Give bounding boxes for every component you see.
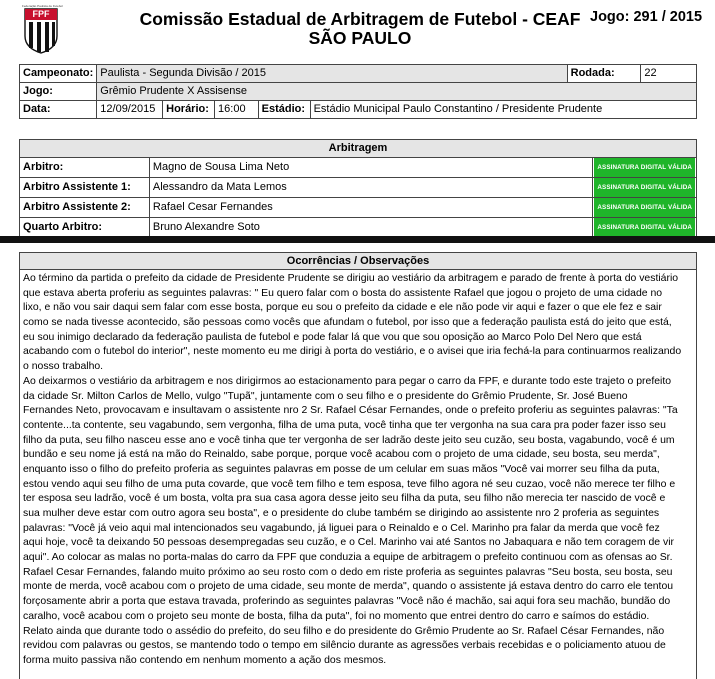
report-line: ter esposa seu ladrão, você é um bosta, volta pra sua casa agora desse jeito seu filha da puta, seu filho não merecia ter nascido de você e: [23, 493, 666, 505]
report-line: Rafael Cesar Fernandes, falando muito próximo ao seu rosto com o dedo em riste proferia as seguintes palavras "Seu bosta, seu bosta, seu: [23, 566, 673, 578]
quarto-arbitro-name: Bruno Alexandre Soto: [149, 218, 593, 238]
quarto-arbitro-row: [20, 218, 697, 238]
ocorrencias-text: [23, 272, 695, 669]
jogo-row: [20, 83, 697, 101]
assistente-1-label: Arbitro Assistente 1:: [20, 178, 150, 198]
logo-letters: FPF: [32, 9, 50, 19]
rodada-label: Rodada:: [567, 65, 641, 83]
arbitragem-table: [19, 139, 697, 238]
jogo-number: Jogo: 291 / 2015: [590, 9, 703, 25]
signature-badge: ASSINATURA DIGITAL VÁLIDA: [594, 218, 695, 237]
arbitro-label: Arbitro:: [20, 158, 150, 178]
report-line: o nosso trabalho.: [23, 361, 104, 373]
report-line: que estava aberta proferiu as seguintes palavras: " Eu quero falar com o bosta do assistente Rafael que jogou o projeto de uma cidade no: [23, 287, 663, 299]
report-line: filho da puta, seu filho nasceu esse ano e você tinha que ter vergonha de ser ladrão deste jeito seu cuzão, seu bosta, vagabundo, você é um: [23, 434, 675, 446]
arbitro-row: [20, 158, 697, 178]
report-line: eu sou inimigo declarado da federação paulista de futebol e pode falar lá que vou que sou oposição ao Marco Polo Del Nero que está: [23, 331, 642, 343]
report-line: Ao deixarmos o vestiário da arbitragem e nos dirigirmos ao estacionamento para pegar o carro da FPF, e durante todo este trajeto o prefeito: [23, 375, 672, 387]
assistente-1-name: Alessandro da Mata Lemos: [149, 178, 593, 198]
report-line: contente...ta contente, seu vagabundo, sem vergonha, filha de uma puta, você tinha que ter vergonha na sua cara pra poder fazer isso seu: [23, 419, 666, 431]
campeonato-label: Campeonato:: [20, 65, 97, 83]
data-label: Data:: [20, 101, 97, 119]
assistente-2-name: Rafael Cesar Fernandes: [149, 198, 593, 218]
assistente-1-row: [20, 178, 697, 198]
signature-badge: ASSINATURA DIGITAL VÁLIDA: [594, 198, 695, 217]
ocorrencias-section: [19, 252, 697, 679]
report-line: acabando com o futebol do interior", neste momento eu me dirigi à porta do vestiário, e o avisei que iria fechá-la para continuarmos realizando: [23, 346, 682, 358]
title-line-2: SÃO PAULO: [308, 28, 412, 48]
report-line: Ao término da partida o prefeito da cidade de Presidente Prudente se dirigiu ao vestiário da arbitragem e parado de frente à porta do vestiário: [23, 273, 679, 284]
report-line: monte de merda, você acabou com o projeto de uma cidade, seu monte de merda", quando o assistente já estava dentro do carro ele tentou: [23, 581, 674, 593]
report-line: aqui". Ao colocar as malas no porta-malas do carro da FPF que conduzia a equipe de arbitragem o prefeito continuou com as ofensas ao Sr.: [23, 552, 673, 564]
horario-value: 16:00: [215, 101, 259, 119]
campeonato-row: [20, 65, 697, 83]
report-line: sua mulher deve estar com outro agora seu bosta", e o presidente do clube também se dirigindo ao assistente nro 2 proferia as seguintes: [23, 508, 660, 519]
match-info-table: [19, 64, 697, 119]
data-value: 12/09/2015: [97, 101, 163, 119]
rodada-value: 22: [641, 65, 697, 83]
fpf-logo: [22, 4, 63, 50]
jogo-value: Grêmio Prudente X Assisense: [97, 83, 697, 101]
arbitro-name: Magno de Sousa Lima Neto: [149, 158, 593, 178]
signature-badge: ASSINATURA DIGITAL VÁLIDA: [594, 178, 695, 197]
estadio-value: Estádio Municipal Paulo Constantino / Presidente Prudente: [310, 101, 696, 119]
page-title: [115, 10, 605, 48]
arbitragem-title: Arbitragem: [20, 140, 697, 158]
jogo-label: Jogo:: [20, 83, 97, 101]
section-divider: [0, 236, 715, 243]
signature-badge: ASSINATURA DIGITAL VÁLIDA: [594, 158, 695, 177]
data-row: [20, 101, 697, 119]
report-line: Fernandes Neto, provocavam e insultavam o assistente nro 2 Sr. Rafael César Fernandes, onde o prefeito proferiu as seguintes palavras: "Ta: [23, 405, 678, 417]
title-line-1: Comissão Estadual de Arbitragem de Futebol - CEAF: [139, 9, 581, 29]
report-line: Relato ainda que durante todo o assédio do prefeito, do seu filho e do presidente do Grêmio Prudente ao Sr. Rafael César Fernandes, não: [23, 625, 665, 637]
ocorrencias-title: Ocorrências / Observações: [20, 253, 696, 270]
report-line: estou vendo aqui seu filho de uma puta covarde, que você tem filho e tem esposa, teve filho agora né seu cuzao, você não merece ter filho e: [23, 478, 676, 490]
horario-label: Horário:: [163, 101, 215, 119]
report-line: da cidade Sr. Milton Carlos de Mello, vulgo "Tupã", juntamente com o seu filho e o presidente do Grêmio Prudente, Sr. José Bueno: [23, 390, 628, 402]
report-line: forçosamente abrir a porta que estava travada, proferindo as seguintes palavras "Você não é machão, sai aqui fora seu machão, bundão do: [23, 596, 671, 608]
report-line: forma muito passiva não contendo em nenhum momento a ação dos mesmos.: [23, 654, 387, 666]
report-line: enquanto isso o filho do prefeito proferia as seguintes palavras em posse de um celular em suas mãos "Você vai morrer seu filha da puta,: [23, 463, 660, 475]
assistente-2-row: [20, 198, 697, 218]
logo-caption: Federação Paulista de Futebol: [22, 4, 63, 8]
campeonato-value: Paulista - Segunda Divisão / 2015: [97, 65, 567, 83]
report-line: aqui hoje, você ta deixando 50 pessoas desempregadas seu cuzão, e o Cel. Marinho vai até Santos no Jabaquara e não tem coragem de vir: [23, 537, 675, 549]
report-line: como se nada tivesse acontecido, são pessoas como vocês que afundam o futebol, por isso que a federação paulista está do jeito que está,: [23, 317, 672, 329]
report-line: revidou com palavras ou gestos, se mantendo todo o tempo em silêncio durante as agressões verbais recebidas e o policiamento atuou de: [23, 640, 666, 652]
report-line: bundão e seu nome já está na mão do Reinaldo, sabe porque, porque você acabou com o projeto de uma cidade, seu bosta, seu merda",: [23, 449, 660, 461]
report-line: palavras: "Você já veio aqui mal intencionados seu vagabundo, já liguei para o Reinaldo e o Cel. Marinho pra falar da merda que você fez: [23, 522, 660, 534]
quarto-arbitro-label: Quarto Arbitro:: [20, 218, 150, 238]
assistente-2-label: Arbitro Assistente 2:: [20, 198, 150, 218]
report-line: lixo, e não vou sair daqui sem falar com esse bosta, porque eu sou o prefeito da cidade e ele não pode vir aqui e fazer o que ele fez e sair: [23, 302, 662, 314]
estadio-label: Estádio:: [258, 101, 310, 119]
report-line: caralho, você acabou com o projeto seu monte de bosta, filha da puta", foi no momento que entrei dentro do carro e saímos do estádio.: [23, 610, 650, 622]
